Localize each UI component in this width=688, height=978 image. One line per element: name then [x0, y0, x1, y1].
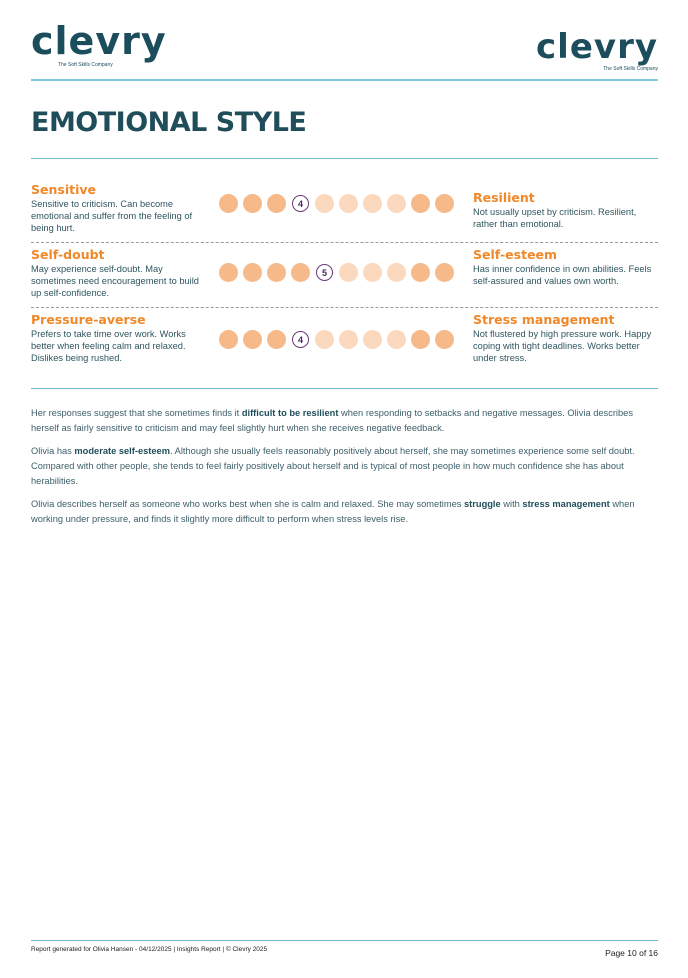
highlight: stress management	[522, 499, 610, 509]
scale-dot	[363, 330, 382, 349]
scale-dot	[339, 330, 358, 349]
scale-dot	[315, 194, 334, 213]
scale-dot	[339, 194, 358, 213]
scale-dot	[291, 263, 310, 282]
narrative-paragraph: Olivia has moderate self-esteem. Although she usually feels reasonably positively about herself, she may sometimes experience some self doubt. Compared with other people, she tends to feel fairly positively about herself and is typical of most people in how much confidence she has about herabilities.	[31, 446, 635, 486]
scale-left-pole	[31, 247, 201, 299]
rating-dots	[219, 330, 449, 350]
logo-wordmark: clevry	[31, 19, 167, 63]
scale-dot	[387, 263, 406, 282]
scale-dot	[363, 194, 382, 213]
scale-dot	[243, 263, 262, 282]
score-marker: 4	[292, 331, 309, 348]
scale-dot	[411, 330, 430, 349]
scale-dot	[387, 330, 406, 349]
narrative-paragraph: Olivia describes herself as someone who works best when she is calm and relaxed. She may sometimes struggle with stress management when working under pressure, and finds it slightly more difficult to perform when stress levels rise.	[31, 499, 635, 524]
narrative-text	[31, 406, 658, 535]
scale-row-sensitive-resilient	[31, 182, 658, 243]
scale-dot	[219, 330, 238, 349]
scale-dot	[363, 263, 382, 282]
highlight: moderate self-esteem	[74, 446, 170, 456]
scale-dot	[315, 330, 334, 349]
scale-right-pole	[473, 247, 663, 287]
scale-dot	[243, 194, 262, 213]
scale-left-description: May experience self-doubt. May sometimes need encouragement to build up self-confidence.	[31, 264, 199, 298]
scale-right-description: Has inner confidence in own abilities. Feels self-assured and values own worth.	[473, 264, 652, 286]
scale-dot	[267, 194, 286, 213]
rating-dots	[219, 263, 449, 283]
scale-dot	[267, 263, 286, 282]
scale-right-title: Stress management	[473, 312, 615, 327]
scale-left-description: Prefers to take time over work. Works better when feeling calm and relaxed. Dislikes being rushed.	[31, 329, 186, 363]
scale-row-pressure-stress	[31, 312, 658, 372]
clevry-logo-left	[31, 19, 167, 68]
scale-left-pole	[31, 312, 201, 364]
scale-dot	[387, 194, 406, 213]
logo-wordmark: clevry	[536, 27, 658, 67]
scale-left-title: Self-doubt	[31, 247, 105, 262]
score-marker: 5	[316, 264, 333, 281]
scale-dot	[435, 330, 454, 349]
highlight: struggle	[464, 499, 501, 509]
highlight: difficult to be resilient	[241, 408, 339, 418]
scale-dot	[339, 263, 358, 282]
scale-dot	[243, 330, 262, 349]
rating-dots	[219, 194, 449, 214]
narrative-paragraph: Her responses suggest that she sometimes finds it difficult to be resilient when responding to setbacks and negative messages. Olivia describes herself as fairly sensitive to criticism and may feel slightly hurt when she receives negative feedback.	[31, 408, 633, 433]
scale-dot	[435, 263, 454, 282]
scale-right-title: Resilient	[473, 190, 535, 205]
scale-dot	[267, 330, 286, 349]
footer-divider	[31, 940, 658, 941]
logo-tagline: The Soft Skills Company	[58, 62, 113, 68]
scale-dot	[219, 263, 238, 282]
section-divider	[31, 158, 658, 159]
header-divider	[31, 79, 658, 81]
scale-dot	[411, 263, 430, 282]
scale-left-pole	[31, 182, 201, 234]
scale-dot	[219, 194, 238, 213]
scale-row-selfdoubt-selfesteem	[31, 247, 658, 308]
logo-tagline: The Soft Skills Company	[603, 66, 658, 72]
scale-left-description: Sensitive to criticism. Can become emotional and suffer from the feeling of being hurt.	[31, 199, 193, 233]
scale-dot	[435, 194, 454, 213]
scale-dot	[411, 194, 430, 213]
score-marker: 4	[292, 195, 309, 212]
section-divider	[31, 388, 658, 389]
footer-report-info: Report generated for Olivia Hansen - 04/12/2025 | Insights Report | © Clevry 2025	[31, 946, 268, 953]
clevry-logo-right	[536, 27, 658, 72]
scale-right-pole	[473, 190, 663, 230]
scale-right-pole	[473, 312, 663, 364]
page-title: EMOTIONAL STYLE	[31, 107, 307, 138]
footer-page-number: Page 10 of 16	[605, 948, 658, 958]
scale-left-title: Pressure-averse	[31, 312, 146, 327]
scale-left-title: Sensitive	[31, 182, 96, 197]
scale-right-title: Self-esteem	[473, 247, 558, 262]
scale-right-description: Not flustered by high pressure work. Happy coping with tight deadlines. Works better under stress.	[473, 329, 652, 363]
scale-right-description: Not usually upset by criticism. Resilient, rather than emotional.	[473, 207, 637, 229]
